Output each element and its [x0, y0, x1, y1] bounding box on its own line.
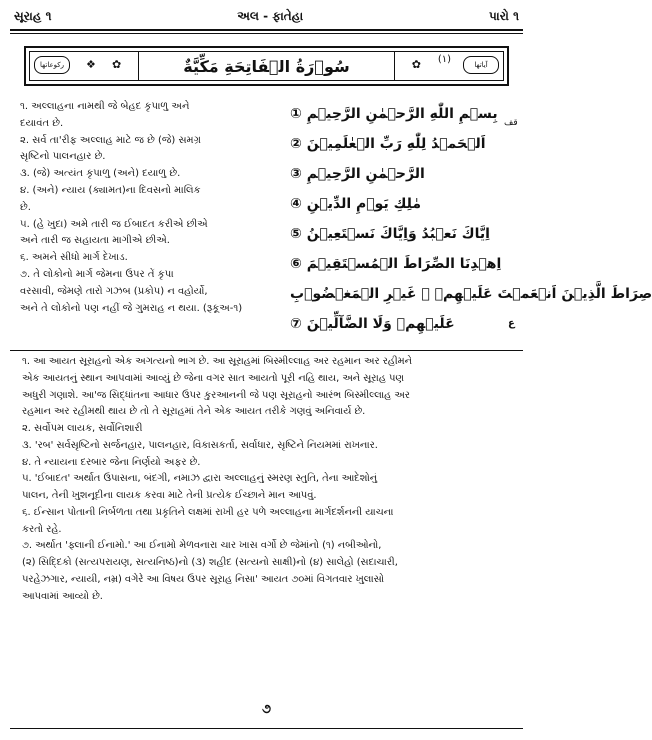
arabic-verses — [290, 99, 652, 339]
section-divider — [10, 350, 523, 351]
footnote-line: કરતો રહે. — [22, 523, 62, 535]
arabic-verse: الرَّحۡمٰنِ الرَّحِيۡمِ ③ — [290, 166, 425, 182]
header-rule-thin — [10, 33, 523, 34]
footnote-line: ૭. અર્થાત 'ફ્લાની ઈનામો.' આ ઈનામો મેળવનારા ચાર ખાસ વર્ગો છે જેમાંનો (૧) નબીઓનો, — [22, 540, 382, 552]
arabic-verse: اَلۡحَمۡدُ لِلّٰهِ رَبِّ الۡعٰلَمِيۡنَ ② — [290, 136, 486, 152]
arabic-verse: عَلَيۡهِمۡ وَلَا الضَّآلِّيۡنَ ⑦ — [290, 316, 455, 332]
translation-line: સૃષ્ટિનો પાલનહાર છે. — [20, 151, 106, 163]
header-title: અલ - ફાતેહા — [237, 8, 304, 23]
ornament-icon: ❖ — [86, 58, 96, 71]
translation-line: ૭. તે લોકોનો માર્ગ જેમના ઉપર તેં કૃપા — [20, 268, 174, 280]
ornament-icon: ✿ — [411, 58, 421, 71]
gujarati-translation — [20, 99, 282, 317]
arabic-verse: بِسۡمِ اللّٰهِ الرَّحۡمٰنِ الرَّحِيۡمِ ① — [290, 106, 498, 122]
footnote-line: એક આયતનું સ્થાન આપવામાં આવ્યું છે જેના વગર સાત આયતો પૂરી નહિ થાય, અને સૂરાહ પણ — [22, 372, 404, 384]
translation-line: ૨. સર્વ તા'રીફ અલ્લાહ માટે જ છે (જે) સમગ્ર — [20, 134, 201, 146]
ornament-icon: ✿ — [112, 58, 122, 71]
translation-line: ૪. (અને) ન્યાય (ક્યામત)ના દિવસનો માલિક — [20, 184, 201, 196]
translation-line: દયાવંત છે. — [20, 117, 64, 129]
ruku-count-cartouche — [34, 56, 70, 74]
ayat-count-cartouche — [463, 56, 499, 74]
translation-line: ૧. અલ્લાહના નામથી જે બેહદ કૃપાળુ અને — [20, 101, 190, 112]
arabic-verse: اِهۡدِنَا الصِّرَاطَ الۡمُسۡتَقِيۡمَ ⑥ — [290, 256, 502, 272]
footnotes — [22, 354, 514, 605]
footnote-line: અધુરી ગણાશે. આ'જ સિદ્ધાંતના આધાર ઉપર કુરઆનની જે પણ સૂરાહનો આરંભ બિસ્મીલ્લાહ અર — [22, 389, 410, 401]
header-surah: સૂરાહ ૧ — [14, 8, 52, 23]
translation-line: છે. — [20, 201, 31, 213]
translation-line: ૩. (જે) અત્યંત કૃપાળુ (અને) દયાળુ છે. — [20, 168, 181, 180]
arabic-verse: اِيَّاكَ نَعۡبُدُ وَاِيَّاكَ نَسۡتَعِيۡنُ ⑤ — [290, 226, 490, 242]
footnote-line: ૬. ઈન્સાન પોતાની નિર્બળતા તથા પ્રકૃતિને લક્ષમાં રાખી હર પળે અલ્લાહના માર્ગદર્શનની યાચના — [22, 506, 394, 518]
footnote-line: ૧. આ આયત સૂરાહનો એક અગત્યનો ભાગ છે. આ સૂરાહમાં બિસ્મીલ્લાહ અર રહમાન અર રહીમને — [22, 356, 412, 367]
footnote-line: ૩. 'રબ' સર્વસૃષ્ટિનો સર્જનહાર, પાલનહાર, વિકાસકર્તા, સર્વાધાર, સૃષ્ટિને નિયમમાં રાખનાર. — [22, 439, 378, 451]
footnote-line: ૫. 'ઈબાદત' અર્થાત ઉપાસના, બંદગી, નમાઝ દ્વારા અલ્લાહનું સ્મરણ સ્તુતિ, તેના આદેશોનું — [22, 473, 378, 485]
surah-number: (١) — [437, 54, 451, 65]
footer-rule — [10, 728, 523, 729]
footnote-line: રહમાન અર રહીમથી થાય છે તો તે સૂરાહમાં તેને એક આયત તરીકે ગણવું અનિવાર્ય છે. — [22, 406, 366, 418]
footnote-line: આપવામાં આવ્યો છે. — [22, 590, 103, 602]
surah-name: سُوۡرَةُ الۡفَاتِحَةِ مَكِّيَّةٌ — [138, 51, 395, 81]
translation-line: અને તારી જ સહાયતા માગીએ છીએ. — [20, 235, 170, 247]
pause-mark: قف — [504, 118, 518, 128]
translation-line: વરસાવી, જેમણે તારો ગઝબ (પ્રકોપ) ન વહોર્યો, — [20, 285, 208, 297]
translation-line: અને તે લોકોનો પણ નહીં જે ગુમરાહ ન થયા. (રૂકૂઅ-૧) — [20, 302, 243, 314]
ruku-mark: ع — [508, 318, 515, 329]
ayat-label: آياتها — [474, 61, 488, 69]
footnote-line: પાલન, તેની ખુશનૂદીના લાયક કરવા માટે તેની પ્રત્યેક ઈચ્છાને માન આપવું. — [22, 490, 317, 501]
footnote-line: (૨) સિદ્દિકો (સત્યપરાયણ, સત્યનિષ્ઠ)નો (૩) શહીદ (સત્યનો સાક્ષી)નો (૪) સાલેહો (સદાચારી, — [22, 557, 398, 568]
translation-line: ૬. અમને સીધો માર્ગ દેખાડ. — [20, 252, 128, 264]
ruku-label: ركوعاتها — [40, 61, 64, 69]
header-juz: પારો ૧ — [488, 8, 519, 23]
footnote-line: પરહેઝગાર, ન્યાયી, નમ્ર) વગેરે આ વિષય ઉપર સૂરાહ નિસા' આયત ૭૦માં વિગતવાર ખુલાસો — [22, 573, 385, 585]
footnote-line: ૪. તે ન્યાયના દરબાર જેના નિર્ણયો અફર છે. — [22, 456, 201, 468]
running-header — [14, 6, 519, 26]
page-number: ૭ — [261, 702, 272, 717]
arabic-verse: مٰلِكِ يَوۡمِ الدِّيۡنِ ④ — [290, 196, 421, 212]
translation-line: ૫. (હે ખુદા) અમે તારી જ ઈબાદત કરીએ છીએ — [20, 218, 208, 230]
header-rule — [10, 29, 523, 31]
footnote-line: ૨. સર્વોપમ લાયક, સર્વોનિશારી — [22, 423, 143, 434]
arabic-verse: صِرَاطَ الَّذِيۡنَ اَنۡعَمۡتَ عَلَيۡهِمۡ ۙ غَيۡرِ الۡمَغۡضُوۡبِ — [290, 286, 652, 302]
surah-banner — [24, 46, 509, 86]
